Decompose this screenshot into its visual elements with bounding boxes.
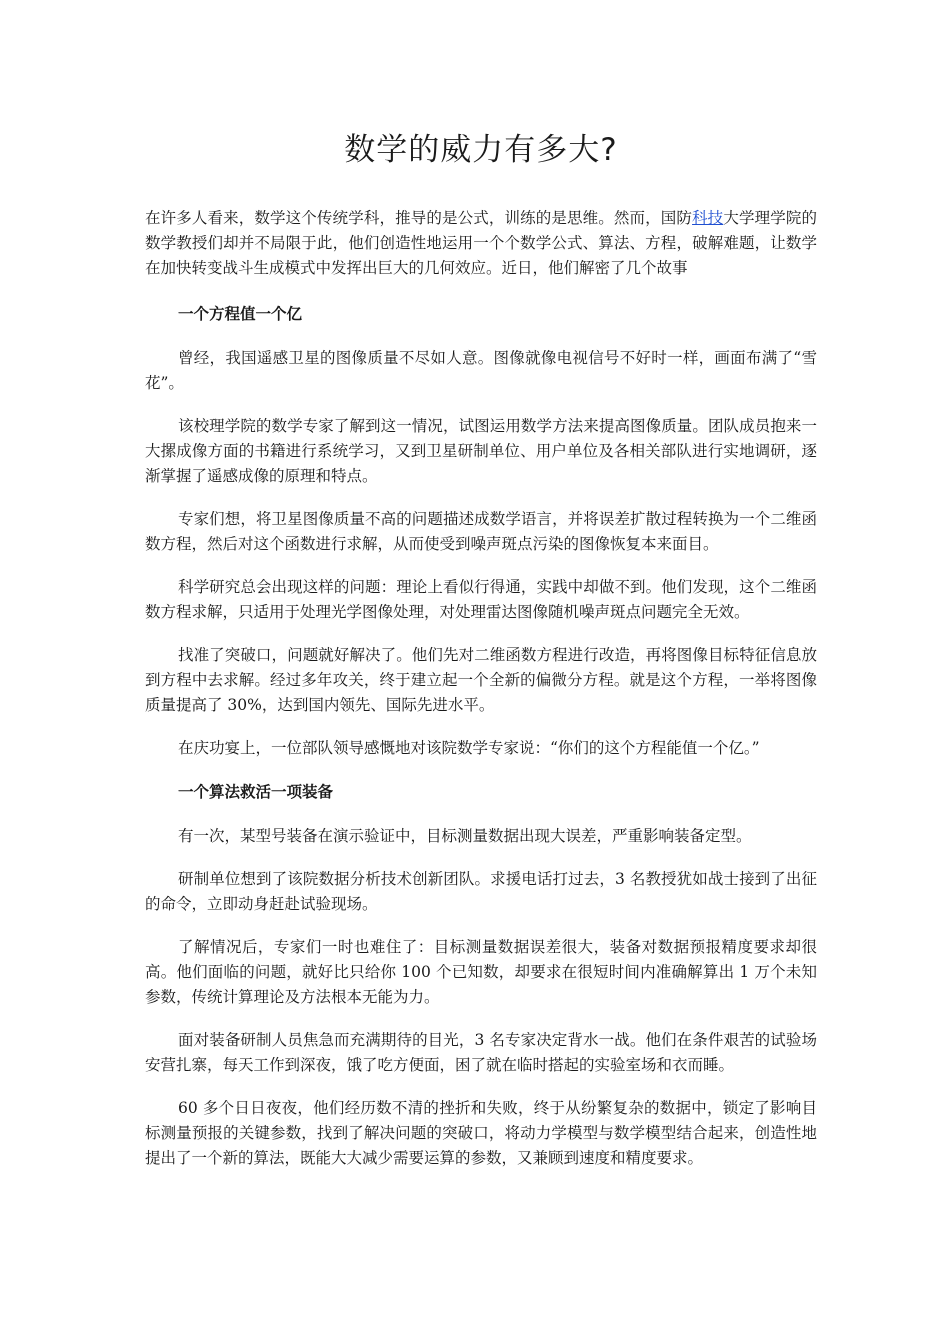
paragraph: 找准了突破口，问题就好解决了。他们先对二维函数方程进行改造，再将图像目标特征信息放到方程中去求解。经过多年攻关，终于建立起一个全新的偏微分方程。就是这个方程，一举将图像质量提高了 30%，达到国内领先、国际先进水平。 xyxy=(145,646,817,714)
paragraph: 科学研究总会出现这样的问题：理论上看似行得通，实践中却做不到。他们发现，这个二维函数方程求解，只适用于处理光学图像处理，对处理雷达图像随机噪声斑点问题完全无效。 xyxy=(145,578,817,621)
section-heading: 一个算法救活一项装备 xyxy=(178,782,334,801)
article xyxy=(145,128,817,1189)
intro-text-before: 在许多人看来，数学这个传统学科，推导的是公式，训练的是思维。然而，国防 xyxy=(145,209,693,227)
paragraph: 面对装备研制人员焦急而充满期待的目光，3 名专家决定背水一战。他们在条件艰苦的试验场安营扎寨，每天工作到深夜，饿了吃方便面，困了就在临时搭起的实验室场和衣而睡。 xyxy=(145,1031,817,1074)
page-title: 数学的威力有多大? xyxy=(344,132,618,168)
paragraph: 了解情况后，专家们一时也难住了：目标测量数据误差很大，装备对数据预报精度要求却很高。他们面临的问题，就好比只给你 100 个已知数，却要求在很短时间内准确解算出 1 万个未知参数，传统计算理论及方法根本无能为力。 xyxy=(145,938,817,1006)
paragraph: 专家们想，将卫星图像质量不高的问题描述成数学语言，并将误差扩散过程转换为一个二维函数方程，然后对这个函数进行求解，从而使受到噪声斑点污染的图像恢复本来面目。 xyxy=(145,510,817,553)
section-heading: 一个方程值一个亿 xyxy=(178,304,303,323)
paragraph: 有一次，某型号装备在演示验证中，目标测量数据出现大误差，严重影响装备定型。 xyxy=(178,827,752,845)
intro-text-after: 大学理学院的数学教授们却并不局限于此，他们创造性地运用一个个数学公式、算法、方程，破解难题，让数学在加快转变战斗生成模式中发挥出巨大的几何效应。近日，他们解密了几个故事 xyxy=(145,209,817,277)
paragraph: 研制单位想到了该院数据分析技术创新团队。求援电话打过去，3 名教授犹如战士接到了出征的命令，立即动身赶赴试验现场。 xyxy=(145,870,817,913)
paragraph: 在庆功宴上，一位部队领导感慨地对该院数学专家说：“你们的这个方程能值一个亿。” xyxy=(178,739,760,757)
intro-paragraph xyxy=(145,206,817,281)
paragraph: 60 多个日日夜夜，他们经历数不清的挫折和失败，终于从纷繁复杂的数据中，锁定了影响目标测量预报的关键参数，找到了解决问题的突破口，将动力学模型与数学模型结合起来，创造性地提出了一个新的算法，既能大大减少需要运算的参数，又兼顾到速度和精度要求。 xyxy=(145,1099,817,1167)
keyword-link[interactable]: 科技 xyxy=(692,209,724,227)
paragraph: 该校理学院的数学专家了解到这一情况，试图运用数学方法来提高图像质量。团队成员抱来一大摞成像方面的书籍进行系统学习，又到卫星研制单位、用户单位及各相关部队进行实地调研，逐渐掌握了遥感成像的原理和特点。 xyxy=(145,417,817,485)
paragraph: 曾经，我国遥感卫星的图像质量不尽如人意。图像就像电视信号不好时一样，画面布满了“雪花”。 xyxy=(145,349,817,392)
